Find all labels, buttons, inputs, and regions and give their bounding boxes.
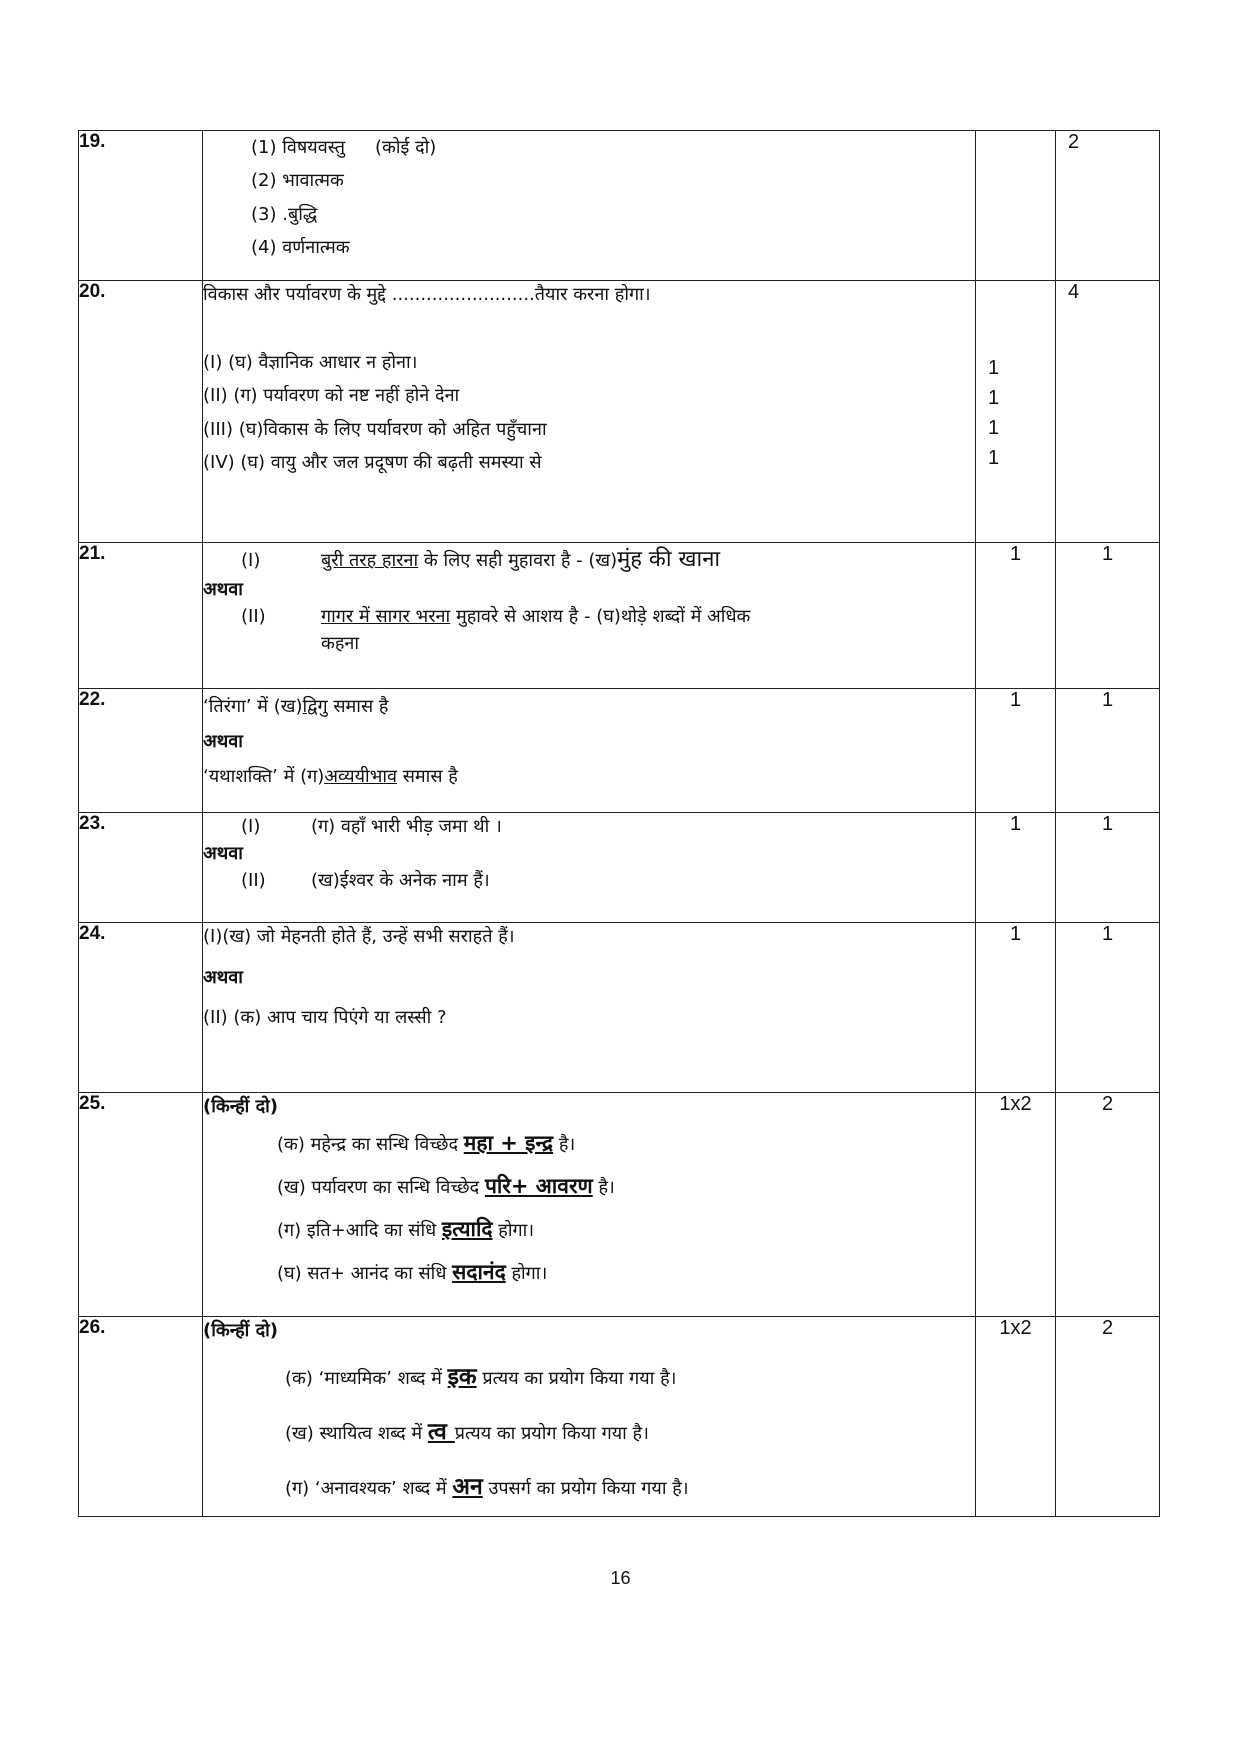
answer-text: (क) महेन्द्र का सन्धि विच्छेद [277, 1134, 464, 1155]
idiom-phrase: गागर में सागर भरना [321, 606, 451, 627]
table-row [79, 689, 1160, 813]
total-marks: 1 [1056, 689, 1160, 813]
answer-text: मुहावरे से आशय है - (घ)थोड़े शब्दों में अधिक [450, 606, 751, 627]
or-label: अथवा [203, 731, 243, 753]
answer-highlight: अव्ययीभाव [324, 766, 398, 788]
answer-text: उपसर्ग का प्रयोग किया गया है। [482, 1478, 689, 1500]
answer-text: है। [553, 1134, 576, 1155]
answer-text: के लिए सही मुहावरा है - (ख) [418, 550, 618, 571]
line-mark: 1 [988, 387, 1000, 409]
answer-text: समास है [397, 766, 458, 788]
step-marks: 1x2 [976, 1093, 1056, 1317]
answer-text: ‘यथाशक्ति’ में (ग) [203, 766, 325, 788]
answer-highlight: इक [447, 1364, 477, 1390]
total-marks: 2 [1056, 1317, 1160, 1517]
answer-text: (घ) सत+ आनंद का संधि [277, 1263, 453, 1285]
answer-line: (IV) (घ) वायु और जल प्रदूषण की बढ़ती समस्या से [203, 451, 542, 473]
answer-text: कहना [321, 633, 360, 654]
step-marks: 1 [976, 689, 1056, 813]
answer-line: (2) भावात्मक [251, 170, 344, 192]
page-number: 16 [610, 1568, 631, 1588]
answer-text: है। [592, 1177, 615, 1199]
answer-note: (कोई दो) [375, 137, 437, 158]
answer-line: (4) वर्णनात्मक [251, 236, 350, 258]
answer-cell [203, 543, 976, 689]
question-number: 22. [79, 689, 203, 813]
marking-scheme-table [78, 130, 1160, 1517]
sub-label: (I) [241, 550, 261, 571]
answer-text: (ग) इति+आदि का संधि [277, 1220, 442, 1242]
answer-line [277, 1208, 975, 1251]
step-marks [976, 281, 1056, 543]
answer-text: (ग) वहाँ भारी भीड़ जमा थी । [311, 816, 502, 837]
choice-instruction: (किन्हीं दो) [203, 1096, 279, 1117]
step-marks: 1 [976, 543, 1056, 689]
step-marks: 1 [976, 813, 1056, 923]
answer-text: प्रत्यय का प्रयोग किया गया है। [454, 1423, 649, 1445]
answer-line [277, 1251, 975, 1294]
sub-label: (II) [241, 606, 266, 627]
answer-cell [203, 689, 976, 813]
table-row [79, 131, 1160, 281]
answer-line [277, 1122, 975, 1165]
question-number: 21. [79, 543, 203, 689]
total-marks: 4 [1056, 281, 1160, 543]
answer-highlight: सदानंद [452, 1260, 506, 1285]
total-marks: 1 [1056, 923, 1160, 1093]
answer-text: (क) ‘माध्यमिक’ शब्द में [285, 1368, 448, 1389]
total-marks: 1 [1056, 543, 1160, 689]
answer-line [285, 1350, 975, 1405]
answer-text: होगा। [505, 1263, 548, 1285]
answer-cell [203, 1317, 976, 1517]
table-row [79, 923, 1160, 1093]
sub-label: (I) [241, 816, 261, 837]
answer-text: (II) (क) आप चाय पिएंगे या लस्सी ? [203, 1006, 447, 1028]
answer-highlight: इत्यादि [441, 1217, 493, 1242]
choice-instruction: (किन्हीं दो) [203, 1320, 279, 1341]
answer-text: (I)(ख) जो मेहनती होते हैं, उन्हें सभी सराहते हैं। [203, 926, 515, 947]
step-marks: 1 [976, 923, 1056, 1093]
question-number: 26. [79, 1317, 203, 1517]
line-mark: 1 [988, 417, 1000, 439]
total-marks: 2 [1056, 131, 1160, 281]
step-marks: 1x2 [976, 1317, 1056, 1517]
answer-line: (III) (घ)विकास के लिए पर्यावरण को अहित पहुँचाना [203, 418, 547, 440]
idiom-phrase: बुरी तरह हारना [321, 550, 419, 571]
answer-cell [203, 131, 976, 281]
answer-highlight: त्व [427, 1419, 455, 1446]
line-mark: 1 [988, 447, 1000, 469]
answer-text: (ख)ईश्वर के अनेक नाम हैं। [311, 870, 490, 891]
answer-text: ‘तिरंगा’ में (ख) [203, 696, 303, 717]
table-row [79, 281, 1160, 543]
answer-text: (ख) स्थायित्व शब्द में [285, 1423, 428, 1445]
total-marks: 1 [1056, 813, 1160, 923]
answer-highlight: अन [452, 1474, 483, 1501]
answer-cell [203, 923, 976, 1093]
answer-line [285, 1460, 975, 1515]
table-row [79, 813, 1160, 923]
answer-cell [203, 813, 976, 923]
sub-label: (II) [241, 870, 266, 891]
or-label: अथवा [203, 966, 243, 988]
question-number: 25. [79, 1093, 203, 1317]
question-number: 20. [79, 281, 203, 543]
table-row [79, 1093, 1160, 1317]
line-mark: 1 [988, 357, 1000, 379]
question-number: 23. [79, 813, 203, 923]
table-row [79, 1317, 1160, 1517]
question-number: 24. [79, 923, 203, 1093]
answer-line: (I) (घ) वैज्ञानिक आधार न होना। [203, 352, 418, 373]
question-number: 19. [79, 131, 203, 281]
answer-line: (II) (ग) पर्यावरण को नष्ट नहीं होने देना [203, 385, 460, 407]
answer-intro: विकास और पर्यावरण के मुद्दे .........................तैयार करना होगा। [203, 284, 651, 305]
answer-text: समास है [327, 696, 389, 717]
answer-text: (ख) पर्यावरण का सन्धि विच्छेद [277, 1177, 485, 1199]
answer-cell [203, 1093, 976, 1317]
or-label: अथवा [203, 843, 243, 864]
answer-highlight: परि+ आवरण [484, 1174, 593, 1199]
answer-line: (1) विषयवस्तु [251, 137, 346, 158]
answer-line: (3) .बुद्धि [251, 203, 318, 225]
answer-line [277, 1165, 975, 1208]
total-marks: 2 [1056, 1093, 1160, 1317]
or-label: अथवा [203, 579, 243, 600]
answer-text: प्रत्यय का प्रयोग किया गया है। [476, 1368, 677, 1389]
answer-highlight: महा + इन्द्र [463, 1131, 554, 1155]
answer-cell [203, 281, 976, 543]
answer-highlight: मुंह की खाना [617, 547, 721, 572]
answer-text: (ग) ‘अनावश्यक’ शब्द में [285, 1478, 453, 1500]
table-row [79, 543, 1160, 689]
step-marks [976, 131, 1056, 281]
answer-line [285, 1405, 975, 1460]
answer-text: होगा। [492, 1220, 535, 1242]
answer-highlight: द्विगु [302, 696, 328, 717]
